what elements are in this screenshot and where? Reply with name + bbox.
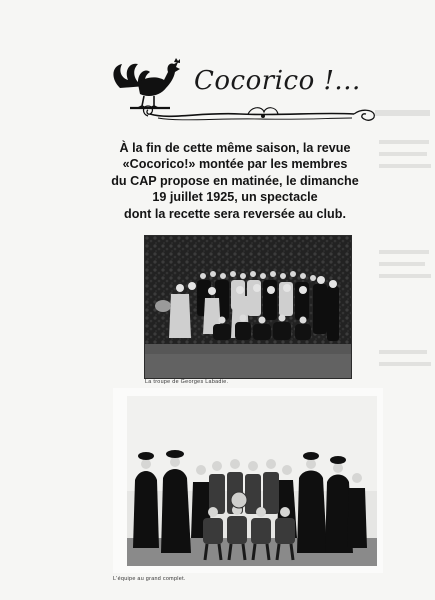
intro-line: du CAP propose en matinée, le dimanche xyxy=(111,173,359,188)
troupe-caption: La troupe de Georges Labadie. xyxy=(145,379,229,385)
page-title: Cocorico !... xyxy=(194,66,361,96)
team-photo xyxy=(113,388,383,573)
header-logo xyxy=(108,58,380,130)
intro-line: dont la recette sera reversée au club. xyxy=(124,206,346,221)
team-caption: L'équipe au grand complet. xyxy=(113,576,186,582)
intro-line: «Cocorico!» montée par les membres xyxy=(122,157,348,172)
intro-line: 19 juillet 1925, un spectacle xyxy=(152,190,318,205)
intro-paragraph xyxy=(92,140,378,222)
troupe-photo xyxy=(144,235,352,379)
intro-line: À la fin de cette même saison, la revue xyxy=(119,141,351,155)
ornament-flourish-icon xyxy=(140,102,382,126)
